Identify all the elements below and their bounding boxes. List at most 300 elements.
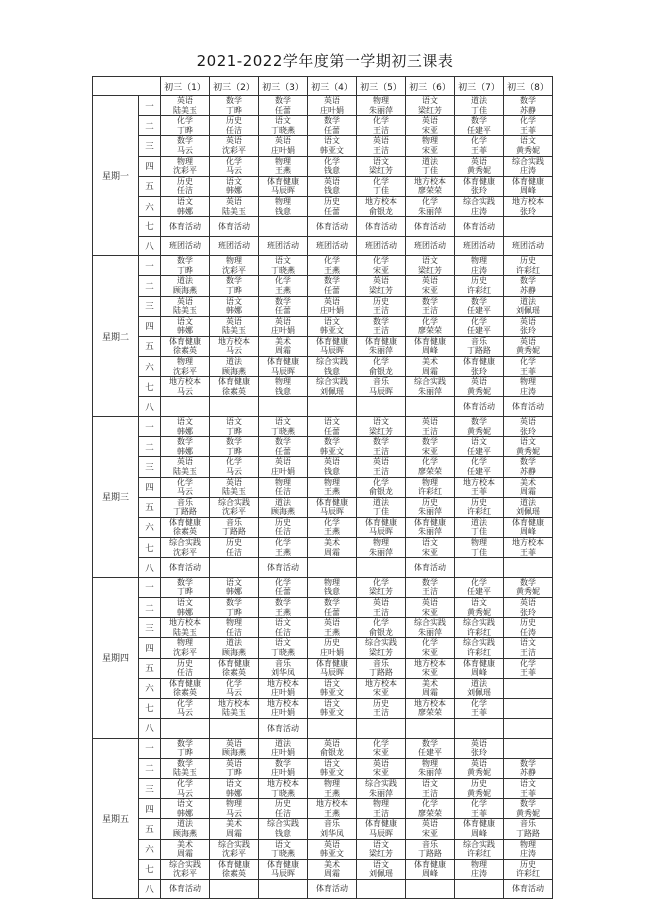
subject-text: 体育活动 (169, 884, 201, 894)
subject-text: 数学 (324, 437, 340, 447)
teacher-text: 韩娜 (226, 186, 242, 196)
lesson-cell (504, 698, 553, 718)
subject-text: 英语 (177, 96, 193, 105)
lesson-cell (455, 437, 504, 457)
subject-text: 英语 (226, 316, 242, 326)
teacher-text: 王燕 (275, 547, 291, 557)
teacher-text: 陆美玉 (173, 105, 197, 115)
subject-text: 美术 (226, 819, 242, 829)
subject-text: 音乐 (226, 517, 242, 527)
teacher-text: 许彩红 (467, 507, 491, 517)
teacher-text: 顾海燕 (173, 828, 197, 838)
lesson-cell (504, 457, 553, 477)
subject-text: 道法 (471, 96, 487, 105)
lesson-cell (308, 457, 357, 477)
subject-text: 班团活动 (512, 241, 544, 251)
subject-text: 历史 (177, 658, 193, 668)
lesson-cell (210, 316, 259, 336)
day-label: 星期三 (93, 416, 139, 577)
subject-text: 体育活动 (512, 401, 544, 411)
teacher-text: 王燕 (324, 788, 340, 798)
table-row (93, 416, 553, 436)
subject-text: 历史 (324, 196, 340, 206)
subject-text: 数学 (324, 276, 340, 286)
lesson-cell (161, 357, 210, 377)
teacher-text: 王洁 (422, 426, 438, 436)
table-row (93, 678, 553, 698)
lesson-cell (357, 577, 406, 597)
subject-text: 历史 (520, 256, 536, 266)
lesson-cell (210, 136, 259, 156)
lesson-cell (357, 377, 406, 397)
teacher-text: 丁佳 (422, 166, 438, 176)
subject-text: 化学 (373, 116, 389, 126)
lesson-cell (357, 839, 406, 859)
teacher-text: 俞银龙 (369, 627, 393, 637)
subject-text: 英语 (520, 597, 536, 607)
period-label: 六 (139, 357, 161, 377)
teacher-text: 梁红芳 (369, 285, 393, 295)
teacher-text: 许彩红 (467, 627, 491, 637)
lesson-cell (308, 538, 357, 558)
teacher-text: 王燕 (324, 627, 340, 637)
subject-text (455, 884, 503, 894)
lesson-cell (161, 859, 210, 879)
lesson-cell (406, 217, 455, 237)
teacher-text: 周峰 (520, 527, 536, 537)
teacher-text: 苏静 (520, 768, 536, 778)
lesson-cell (357, 698, 406, 718)
subject-text: 体育健康 (512, 517, 544, 527)
table-row (93, 859, 553, 879)
lesson-cell (161, 336, 210, 356)
subject-text: 物理 (471, 256, 487, 266)
teacher-text: 丁佳 (471, 547, 487, 557)
subject-text: 语文 (275, 839, 291, 849)
subject-text: 历史 (226, 116, 242, 126)
lesson-cell (308, 276, 357, 296)
lesson-cell (210, 397, 259, 417)
lesson-cell (308, 558, 357, 578)
lesson-cell (504, 819, 553, 839)
subject-text: 物理 (177, 357, 193, 367)
lesson-cell (504, 196, 553, 216)
subject-text: 英语 (324, 457, 340, 467)
subject-text: 美术 (177, 839, 193, 849)
teacher-text: 苏静 (520, 466, 536, 476)
lesson-cell (210, 276, 259, 296)
period-label: 八 (139, 879, 161, 899)
lesson-cell (406, 477, 455, 497)
table-row (93, 719, 553, 739)
subject-text: 英语 (471, 738, 487, 748)
teacher-text: 任洁 (226, 547, 242, 557)
lesson-cell (259, 316, 308, 336)
subject-text: 物理 (177, 638, 193, 648)
period-label: 五 (139, 658, 161, 678)
subject-text: 历史 (471, 276, 487, 286)
subject-text: 化学 (471, 698, 487, 708)
teacher-text: 任洁 (275, 527, 291, 537)
teacher-text: 宋亚 (373, 265, 389, 275)
lesson-cell (357, 859, 406, 879)
subject-text: 英语 (373, 136, 389, 146)
table-row (93, 497, 553, 517)
lesson-cell (357, 738, 406, 758)
lesson-cell (210, 658, 259, 678)
lesson-cell (210, 738, 259, 758)
subject-text: 语文 (520, 437, 536, 447)
subject-text: 地方校本 (365, 196, 397, 206)
lesson-cell (308, 136, 357, 156)
lesson-cell (455, 538, 504, 558)
lesson-cell (357, 256, 406, 276)
lesson-cell (210, 116, 259, 136)
teacher-text: 宋亚 (422, 285, 438, 295)
lesson-cell (406, 457, 455, 477)
subject-text: 道法 (275, 497, 291, 507)
lesson-cell (259, 457, 308, 477)
class-header: 初三（8） (504, 77, 553, 96)
teacher-text: 陆美玉 (222, 326, 246, 336)
lesson-cell (308, 778, 357, 798)
lesson-cell (308, 236, 357, 256)
teacher-text: 马云 (177, 708, 193, 718)
table-row (93, 397, 553, 417)
teacher-text: 任建平 (467, 466, 491, 476)
lesson-cell (406, 156, 455, 176)
subject-text: 数学 (471, 116, 487, 126)
day-label: 星期五 (93, 738, 139, 899)
subject-text: 地方校本 (414, 176, 446, 186)
teacher-text: 庄涛 (520, 386, 536, 396)
teacher-text: 周峰 (471, 668, 487, 678)
lesson-cell (308, 879, 357, 899)
subject-text: 化学 (471, 457, 487, 467)
lesson-cell (406, 437, 455, 457)
teacher-text: 丁路路 (369, 668, 393, 678)
lesson-cell (504, 176, 553, 196)
subject-text: 道法 (226, 638, 242, 648)
subject-text: 体育活动 (169, 562, 201, 572)
teacher-text: 俞银龙 (369, 206, 393, 216)
subject-text: 综合实践 (365, 638, 397, 648)
subject-text: 道法 (226, 357, 242, 367)
lesson-cell (455, 377, 504, 397)
subject-text: 地方校本 (414, 698, 446, 708)
table-row (93, 618, 553, 638)
teacher-text: 庄涛 (471, 206, 487, 216)
subject-text: 数学 (324, 597, 340, 607)
teacher-text: 王燕 (275, 607, 291, 617)
lesson-cell (455, 517, 504, 537)
teacher-text: 宋亚 (422, 828, 438, 838)
teacher-text: 陆美玉 (173, 768, 197, 778)
lesson-cell (357, 336, 406, 356)
teacher-text: 任蕾 (324, 426, 340, 436)
table-row (93, 296, 553, 316)
lesson-cell (161, 678, 210, 698)
teacher-text: 周霜 (177, 849, 193, 859)
subject-text: 物理 (275, 196, 291, 206)
lesson-cell (259, 276, 308, 296)
subject-text: 语文 (324, 316, 340, 326)
lesson-cell (259, 336, 308, 356)
subject-text: 体育健康 (316, 497, 348, 507)
subject-text: 语文 (373, 156, 389, 166)
teacher-text: 马云 (177, 145, 193, 155)
subject-text: 英语 (520, 336, 536, 346)
lesson-cell (210, 758, 259, 778)
lesson-cell (210, 497, 259, 517)
lesson-cell (504, 638, 553, 658)
lesson-cell (406, 357, 455, 377)
lesson-cell (504, 778, 553, 798)
lesson-cell (161, 276, 210, 296)
teacher-text: 徐素英 (222, 386, 246, 396)
teacher-text: 黄秀妮 (467, 788, 491, 798)
teacher-text: 任蕾 (275, 105, 291, 115)
lesson-cell (308, 577, 357, 597)
lesson-cell (504, 859, 553, 879)
table-row (93, 558, 553, 578)
teacher-text: 任涛 (520, 627, 536, 637)
subject-text: 体育健康 (267, 357, 299, 367)
subject-text: 语文 (324, 416, 340, 426)
lesson-cell (308, 738, 357, 758)
header-corner (93, 77, 161, 96)
subject-text: 英语 (422, 597, 438, 607)
subject-text: 化学 (226, 678, 242, 688)
subject-text: 道法 (177, 819, 193, 829)
period-label: 七 (139, 859, 161, 879)
lesson-cell (259, 658, 308, 678)
subject-text: 英语 (324, 96, 340, 105)
lesson-cell (504, 879, 553, 899)
teacher-text: 钱意 (275, 386, 291, 396)
lesson-cell (455, 738, 504, 758)
lesson-cell (210, 256, 259, 276)
table-row (93, 698, 553, 718)
subject-text: 英语 (275, 457, 291, 467)
lesson-cell (504, 276, 553, 296)
teacher-text: 黄秀妮 (516, 346, 540, 356)
subject-text (504, 724, 552, 734)
subject-text: 物理 (226, 256, 242, 266)
lesson-cell (406, 256, 455, 276)
lesson-cell (308, 176, 357, 196)
teacher-text: 庄叶娟 (271, 708, 295, 718)
period-label: 二 (139, 437, 161, 457)
teacher-text: 俞银龙 (320, 748, 344, 758)
lesson-cell (210, 859, 259, 879)
teacher-text: 任洁 (177, 186, 193, 196)
lesson-cell (308, 618, 357, 638)
lesson-cell (406, 276, 455, 296)
subject-text: 化学 (373, 357, 389, 367)
subject-text: 化学 (520, 357, 536, 367)
subject-text: 综合实践 (463, 618, 495, 628)
subject-text: 地方校本 (267, 678, 299, 688)
teacher-text: 顾海燕 (271, 507, 295, 517)
lesson-cell (406, 416, 455, 436)
subject-text: 化学 (177, 698, 193, 708)
subject-text: 综合实践 (218, 497, 250, 507)
subject-text (504, 704, 552, 714)
lesson-cell (357, 719, 406, 739)
teacher-text: 任蕾 (275, 446, 291, 456)
subject-text: 综合实践 (512, 156, 544, 166)
subject-text: 综合实践 (463, 196, 495, 206)
teacher-text: 韩娜 (177, 426, 193, 436)
subject-text: 地方校本 (463, 477, 495, 487)
lesson-cell (161, 879, 210, 899)
subject-text: 英语 (226, 758, 242, 768)
teacher-text: 马辰晖 (271, 869, 295, 879)
lesson-cell (504, 236, 553, 256)
teacher-text: 陆美玉 (222, 708, 246, 718)
day-label: 星期一 (93, 96, 139, 256)
subject-text (504, 563, 552, 573)
subject-text: 体育活动 (218, 221, 250, 231)
subject-text: 物理 (373, 799, 389, 809)
lesson-cell (357, 276, 406, 296)
teacher-text: 黄秀妮 (516, 808, 540, 818)
subject-text: 地方校本 (169, 618, 201, 628)
lesson-cell (308, 638, 357, 658)
teacher-text: 黄秀妮 (467, 166, 491, 176)
subject-text: 数学 (275, 758, 291, 768)
subject-text (308, 563, 356, 573)
lesson-cell (259, 678, 308, 698)
subject-text: 体育健康 (512, 176, 544, 186)
lesson-cell (161, 658, 210, 678)
teacher-text: 庄涛 (471, 869, 487, 879)
teacher-text: 沈彩平 (173, 869, 197, 879)
subject-text: 音乐 (275, 658, 291, 668)
subject-text: 物理 (275, 377, 291, 387)
lesson-cell (259, 738, 308, 758)
lesson-cell (210, 577, 259, 597)
lesson-cell (455, 597, 504, 617)
subject-text: 化学 (471, 577, 487, 587)
lesson-cell (210, 597, 259, 617)
period-label: 五 (139, 819, 161, 839)
subject-text: 道法 (373, 497, 389, 507)
teacher-text: 王洁 (373, 125, 389, 135)
lesson-cell (259, 497, 308, 517)
subject-text: 语文 (324, 136, 340, 146)
class-header: 初三（4） (308, 77, 357, 96)
subject-text: 体育健康 (218, 658, 250, 668)
teacher-text: 陆美玉 (173, 306, 197, 316)
lesson-cell (161, 558, 210, 578)
teacher-text: 王洁 (422, 306, 438, 316)
subject-text: 英语 (373, 457, 389, 467)
subject-text: 英语 (324, 176, 340, 186)
subject-text: 历史 (422, 497, 438, 507)
lesson-cell (504, 538, 553, 558)
table-row (93, 477, 553, 497)
lesson-cell (455, 96, 504, 116)
lesson-cell (210, 457, 259, 477)
subject-text: 数学 (177, 758, 193, 768)
subject-text: 英语 (177, 296, 193, 306)
teacher-text: 王洁 (422, 788, 438, 798)
class-header: 初三（6） (406, 77, 455, 96)
table-row (93, 658, 553, 678)
teacher-text: 韩娜 (177, 808, 193, 818)
subject-text: 音乐 (422, 839, 438, 849)
lesson-cell (259, 236, 308, 256)
teacher-text: 丁晔 (177, 265, 193, 275)
subject-text: 语文 (422, 96, 438, 105)
lesson-cell (210, 96, 259, 116)
lesson-cell (455, 176, 504, 196)
subject-text: 美术 (520, 477, 536, 487)
teacher-text: 沈彩平 (222, 507, 246, 517)
teacher-text: 宋亚 (373, 768, 389, 778)
subject-text: 体育健康 (169, 678, 201, 688)
day-label: 星期四 (93, 577, 139, 738)
subject-text: 道法 (520, 497, 536, 507)
subject-text (210, 724, 258, 734)
lesson-cell (455, 116, 504, 136)
teacher-text: 任蕾 (324, 125, 340, 135)
lesson-cell (308, 96, 357, 116)
subject-text: 物理 (471, 859, 487, 869)
lesson-cell (357, 678, 406, 698)
class-header: 初三（7） (455, 77, 504, 96)
subject-text: 化学 (471, 799, 487, 809)
teacher-text: 马云 (177, 788, 193, 798)
subject-text: 音乐 (471, 336, 487, 346)
teacher-text: 张玲 (471, 186, 487, 196)
teacher-text: 梁红芳 (369, 166, 393, 176)
subject-text (161, 402, 209, 412)
subject-text: 英语 (226, 738, 242, 748)
lesson-cell (455, 276, 504, 296)
lesson-cell (406, 397, 455, 417)
subject-text: 地方校本 (267, 778, 299, 788)
subject-text: 化学 (422, 316, 438, 326)
teacher-text: 徐素英 (222, 869, 246, 879)
lesson-cell (210, 176, 259, 196)
teacher-text: 钱意 (275, 828, 291, 838)
subject-text: 化学 (226, 457, 242, 467)
lesson-cell (455, 236, 504, 256)
lesson-cell (357, 357, 406, 377)
subject-text: 英语 (471, 758, 487, 768)
subject-text (406, 884, 454, 894)
lesson-cell (161, 577, 210, 597)
period-label: 七 (139, 698, 161, 718)
class-header: 初三（3） (259, 77, 308, 96)
lesson-cell (161, 116, 210, 136)
lesson-cell (504, 758, 553, 778)
lesson-cell (161, 799, 210, 819)
lesson-cell (259, 477, 308, 497)
subject-text: 数学 (471, 296, 487, 306)
teacher-text: 韩亚文 (320, 446, 344, 456)
teacher-text: 顾海燕 (173, 285, 197, 295)
subject-text: 化学 (324, 156, 340, 166)
subject-text: 美术 (422, 357, 438, 367)
lesson-cell (308, 296, 357, 316)
table-row (93, 638, 553, 658)
lesson-cell (357, 136, 406, 156)
subject-text: 语文 (177, 799, 193, 809)
